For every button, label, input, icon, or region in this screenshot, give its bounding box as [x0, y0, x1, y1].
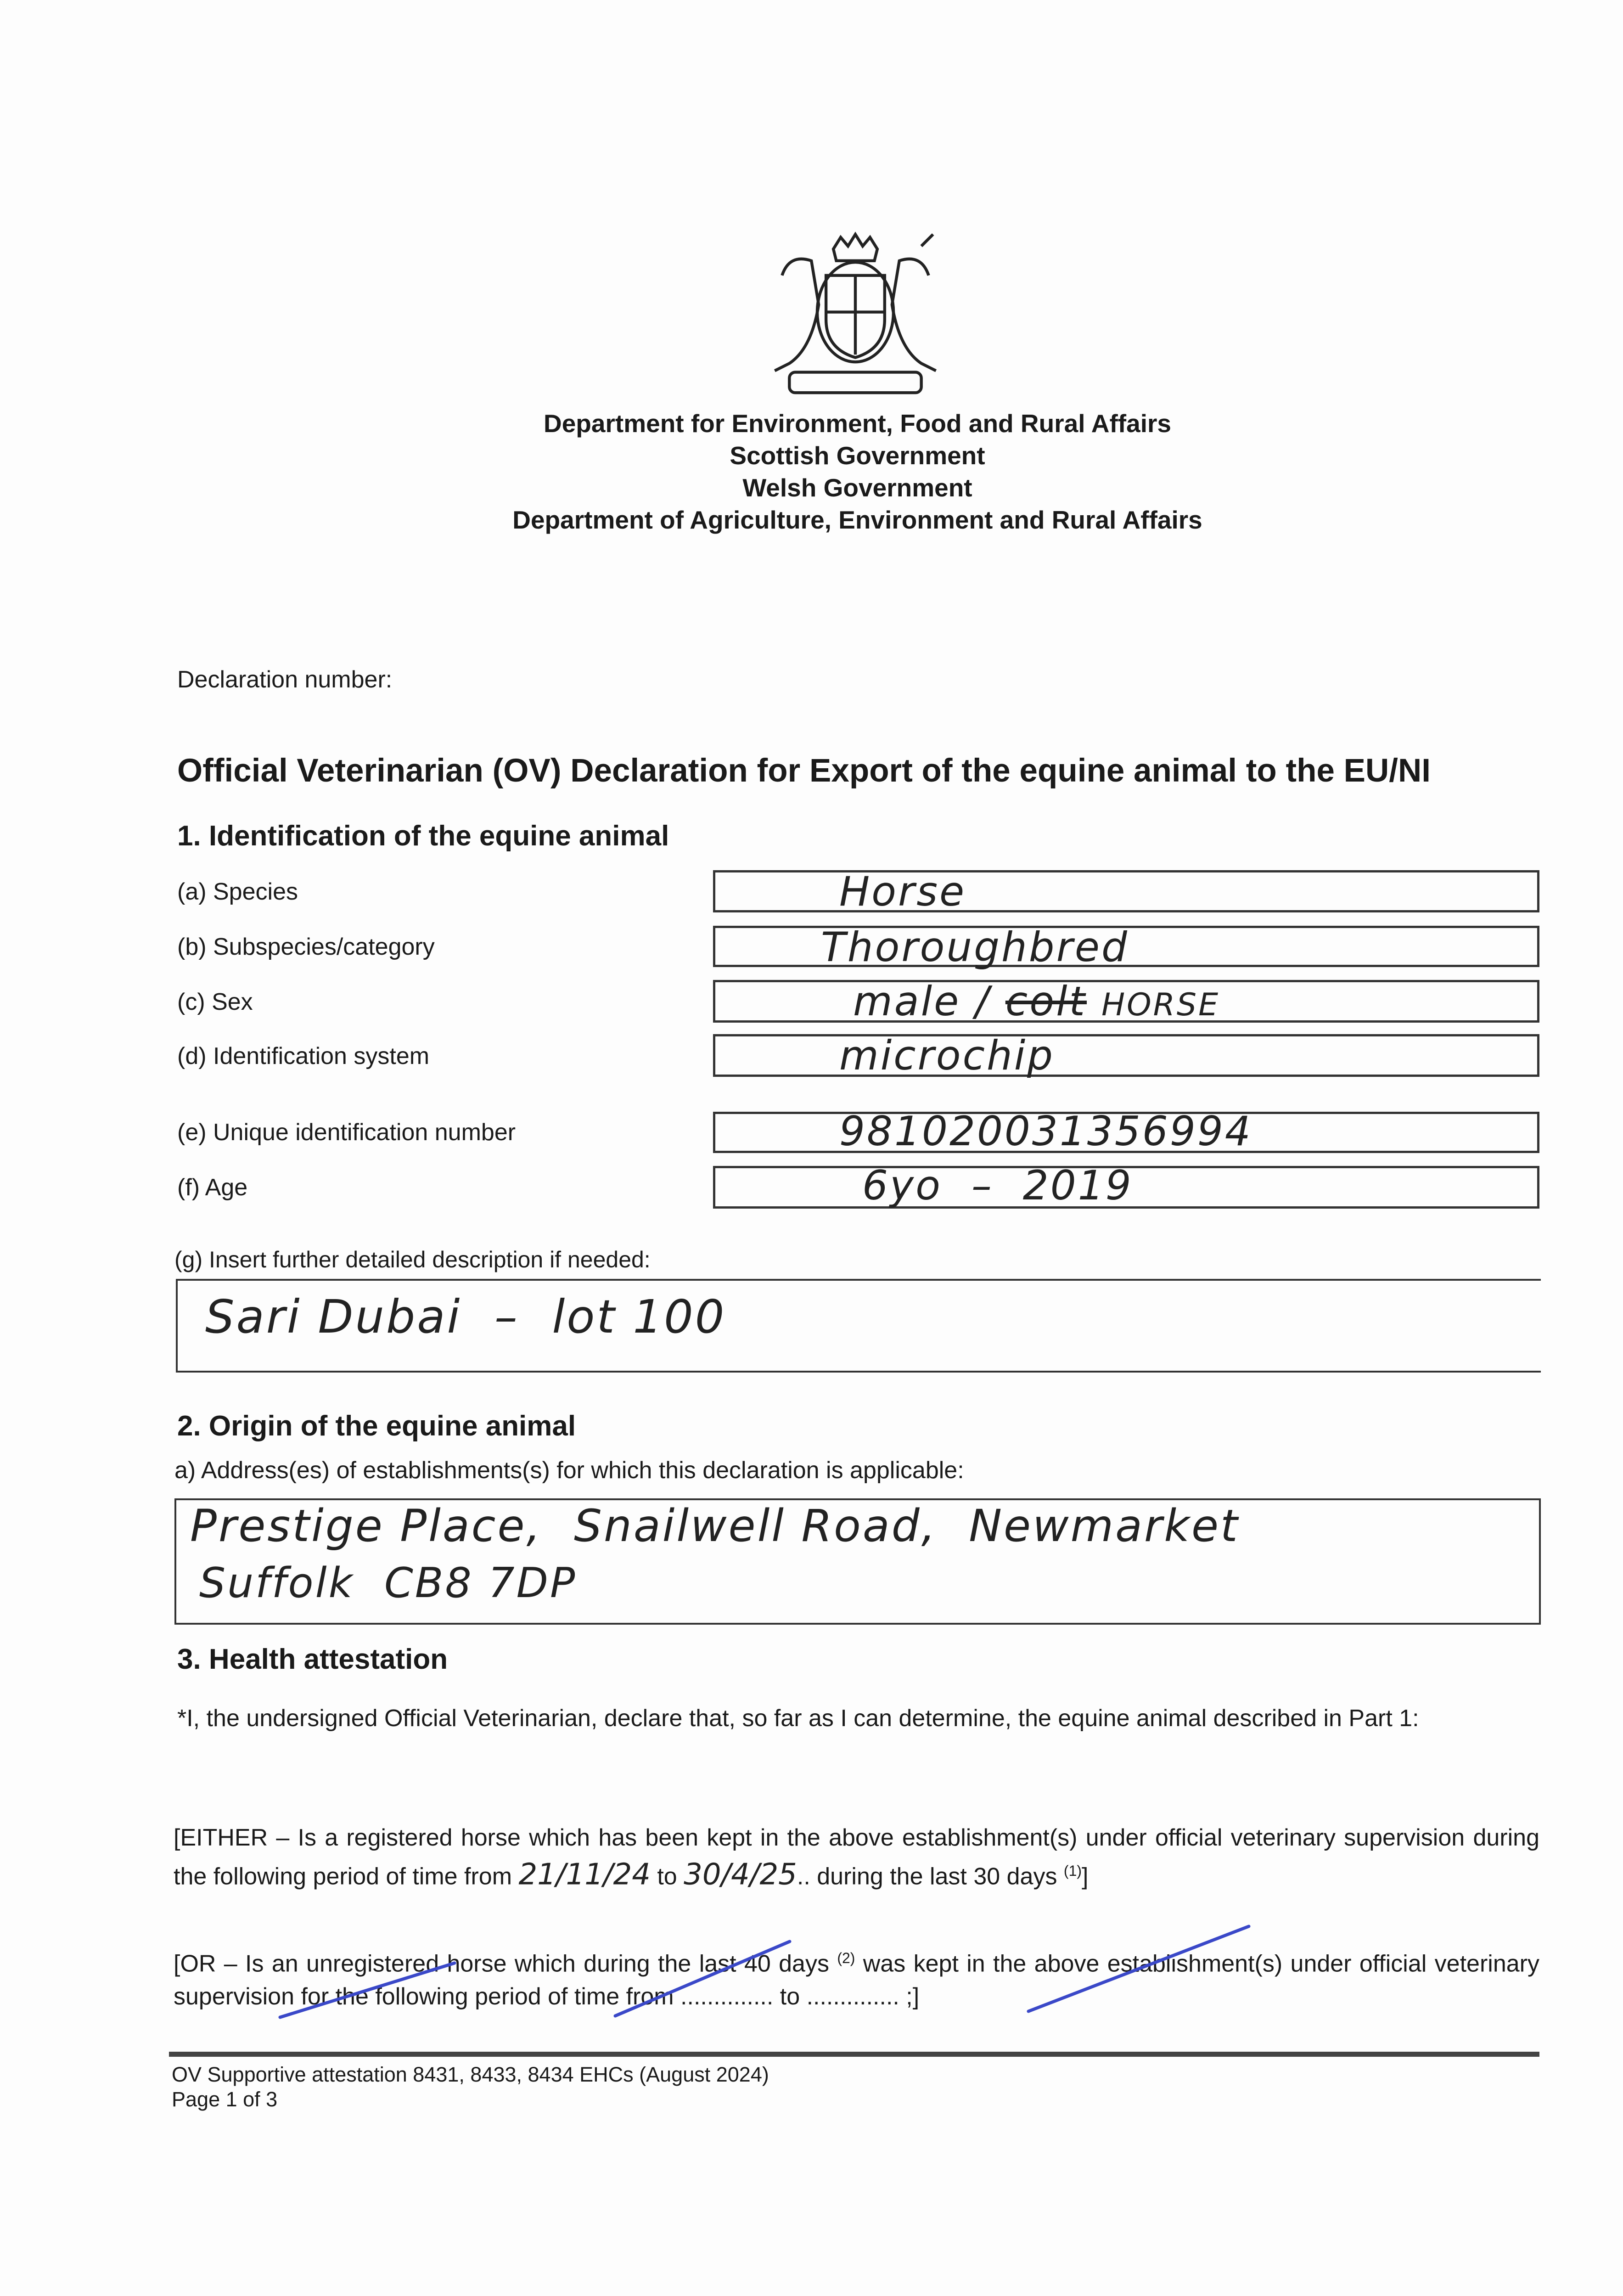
field-label: (c) Sex: [177, 989, 253, 1015]
field-label: (e) Unique identification number: [177, 1119, 516, 1146]
species-field[interactable]: Horse: [713, 870, 1539, 912]
page-number: Page 1 of 3: [172, 2088, 278, 2111]
sex-correction: HORSE: [1101, 987, 1220, 1023]
field-label: (b) Subspecies/category: [177, 934, 435, 960]
section-1-heading: 1. Identification of the equine animal: [177, 820, 669, 852]
royal-coat-of-arms-logo: [758, 231, 952, 399]
age-field[interactable]: 6yo – 2019: [713, 1166, 1539, 1209]
attestation-intro: *I, the undersigned Official Veterinarian, declare that, so far as I can determine, the equine animal described in Part 1:: [177, 1705, 1419, 1732]
or-clause: [OR – Is an unregistered horse which during the last 40 days $^{(2)}$ was kept in the above establishment(s) under official veterinary supervision for the following period of time from .............. to .............. ;]: [174, 1950, 1539, 2010]
period-from-value[interactable]: 21/11/24: [518, 1857, 651, 1892]
header-line: Department for Environment, Food and Rural Affairs: [544, 409, 1171, 438]
period-to-value[interactable]: 30/4/25: [684, 1857, 797, 1892]
either-clause: [EITHER – Is a registered horse which has been kept in the above establishment(s) under official veterinary supervision during the following period of time from 21/11/24 to 30/4/25.. during the last 30 days $^{(1)}$]: [174, 1824, 1539, 1892]
page-title: Official Veterinarian (OV) Declaration for Export of the equine animal to the EU/NI: [177, 753, 1431, 789]
further-description-label: (g) Insert further detailed description if needed:: [174, 1247, 651, 1272]
struck-value: colt: [1005, 978, 1087, 1025]
header-line: Department of Agriculture, Environment and Rural Affairs: [512, 506, 1202, 534]
address-label: a) Address(es) of establishments(s) for which this declaration is applicable:: [174, 1457, 964, 1484]
identification-system-field[interactable]: microchip: [713, 1034, 1539, 1077]
subspecies-field[interactable]: Thoroughbred: [713, 926, 1539, 967]
field-label: (d) Identification system: [177, 1043, 430, 1069]
header-line: Scottish Government: [730, 441, 985, 470]
footer-divider: [169, 2052, 1539, 2057]
field-label: (a) Species: [177, 878, 298, 905]
unique-id-field[interactable]: 981020031356994: [713, 1112, 1539, 1153]
header-line: Welsh Government: [742, 473, 972, 502]
sex-value: male /: [853, 978, 991, 1025]
section-3-heading: 3. Health attestation: [177, 1643, 448, 1675]
address-field[interactable]: Prestige Place, Snailwell Road, Newmarket Suffolk CB8 7DP: [174, 1498, 1541, 1625]
footer-reference: OV Supportive attestation 8431, 8433, 8434 EHCs (August 2024): [172, 2063, 769, 2086]
field-label: (f) Age: [177, 1174, 248, 1201]
sex-field[interactable]: [713, 980, 1539, 1023]
section-2-heading: 2. Origin of the equine animal: [177, 1410, 576, 1442]
further-description-field[interactable]: Sari Dubai – lot 100: [176, 1279, 1541, 1373]
declaration-number-label: Declaration number:: [177, 666, 393, 693]
